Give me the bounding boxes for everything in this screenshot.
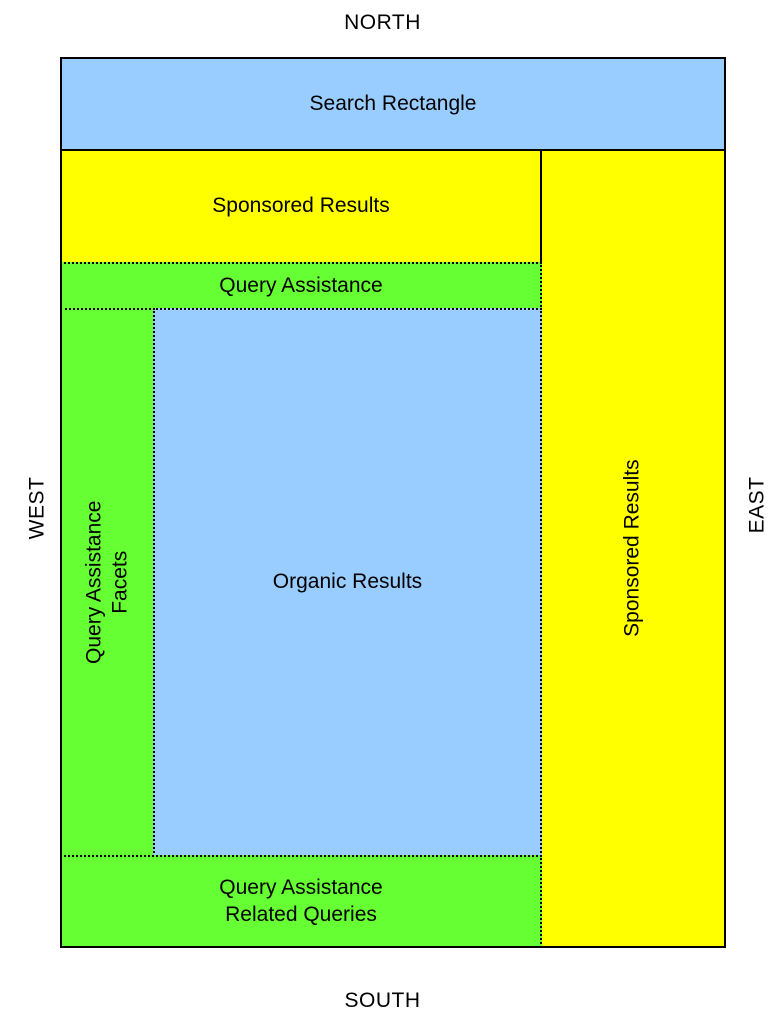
compass-north-label: NORTH	[344, 11, 421, 34]
facets-label-line-1: Query Assistance	[82, 500, 106, 665]
related-label-line-1: Query Assistance	[219, 876, 383, 900]
compass-south-label: SOUTH	[344, 989, 421, 1012]
facets-label-line-2: Facets	[108, 550, 132, 615]
sponsored-results-east-label: Sponsored Results	[620, 459, 644, 638]
organic-results-label: Organic Results	[272, 570, 423, 594]
page-layout-frame	[60, 57, 726, 948]
compass-west-label: WEST	[25, 476, 49, 540]
search-rectangle-label: Search Rectangle	[309, 91, 477, 115]
related-label-line-2: Related Queries	[225, 902, 377, 926]
query-assistance-label: Query Assistance	[219, 273, 383, 297]
compass-east-label: EAST	[745, 476, 769, 534]
sponsored-results-top-label: Sponsored Results	[212, 194, 390, 218]
